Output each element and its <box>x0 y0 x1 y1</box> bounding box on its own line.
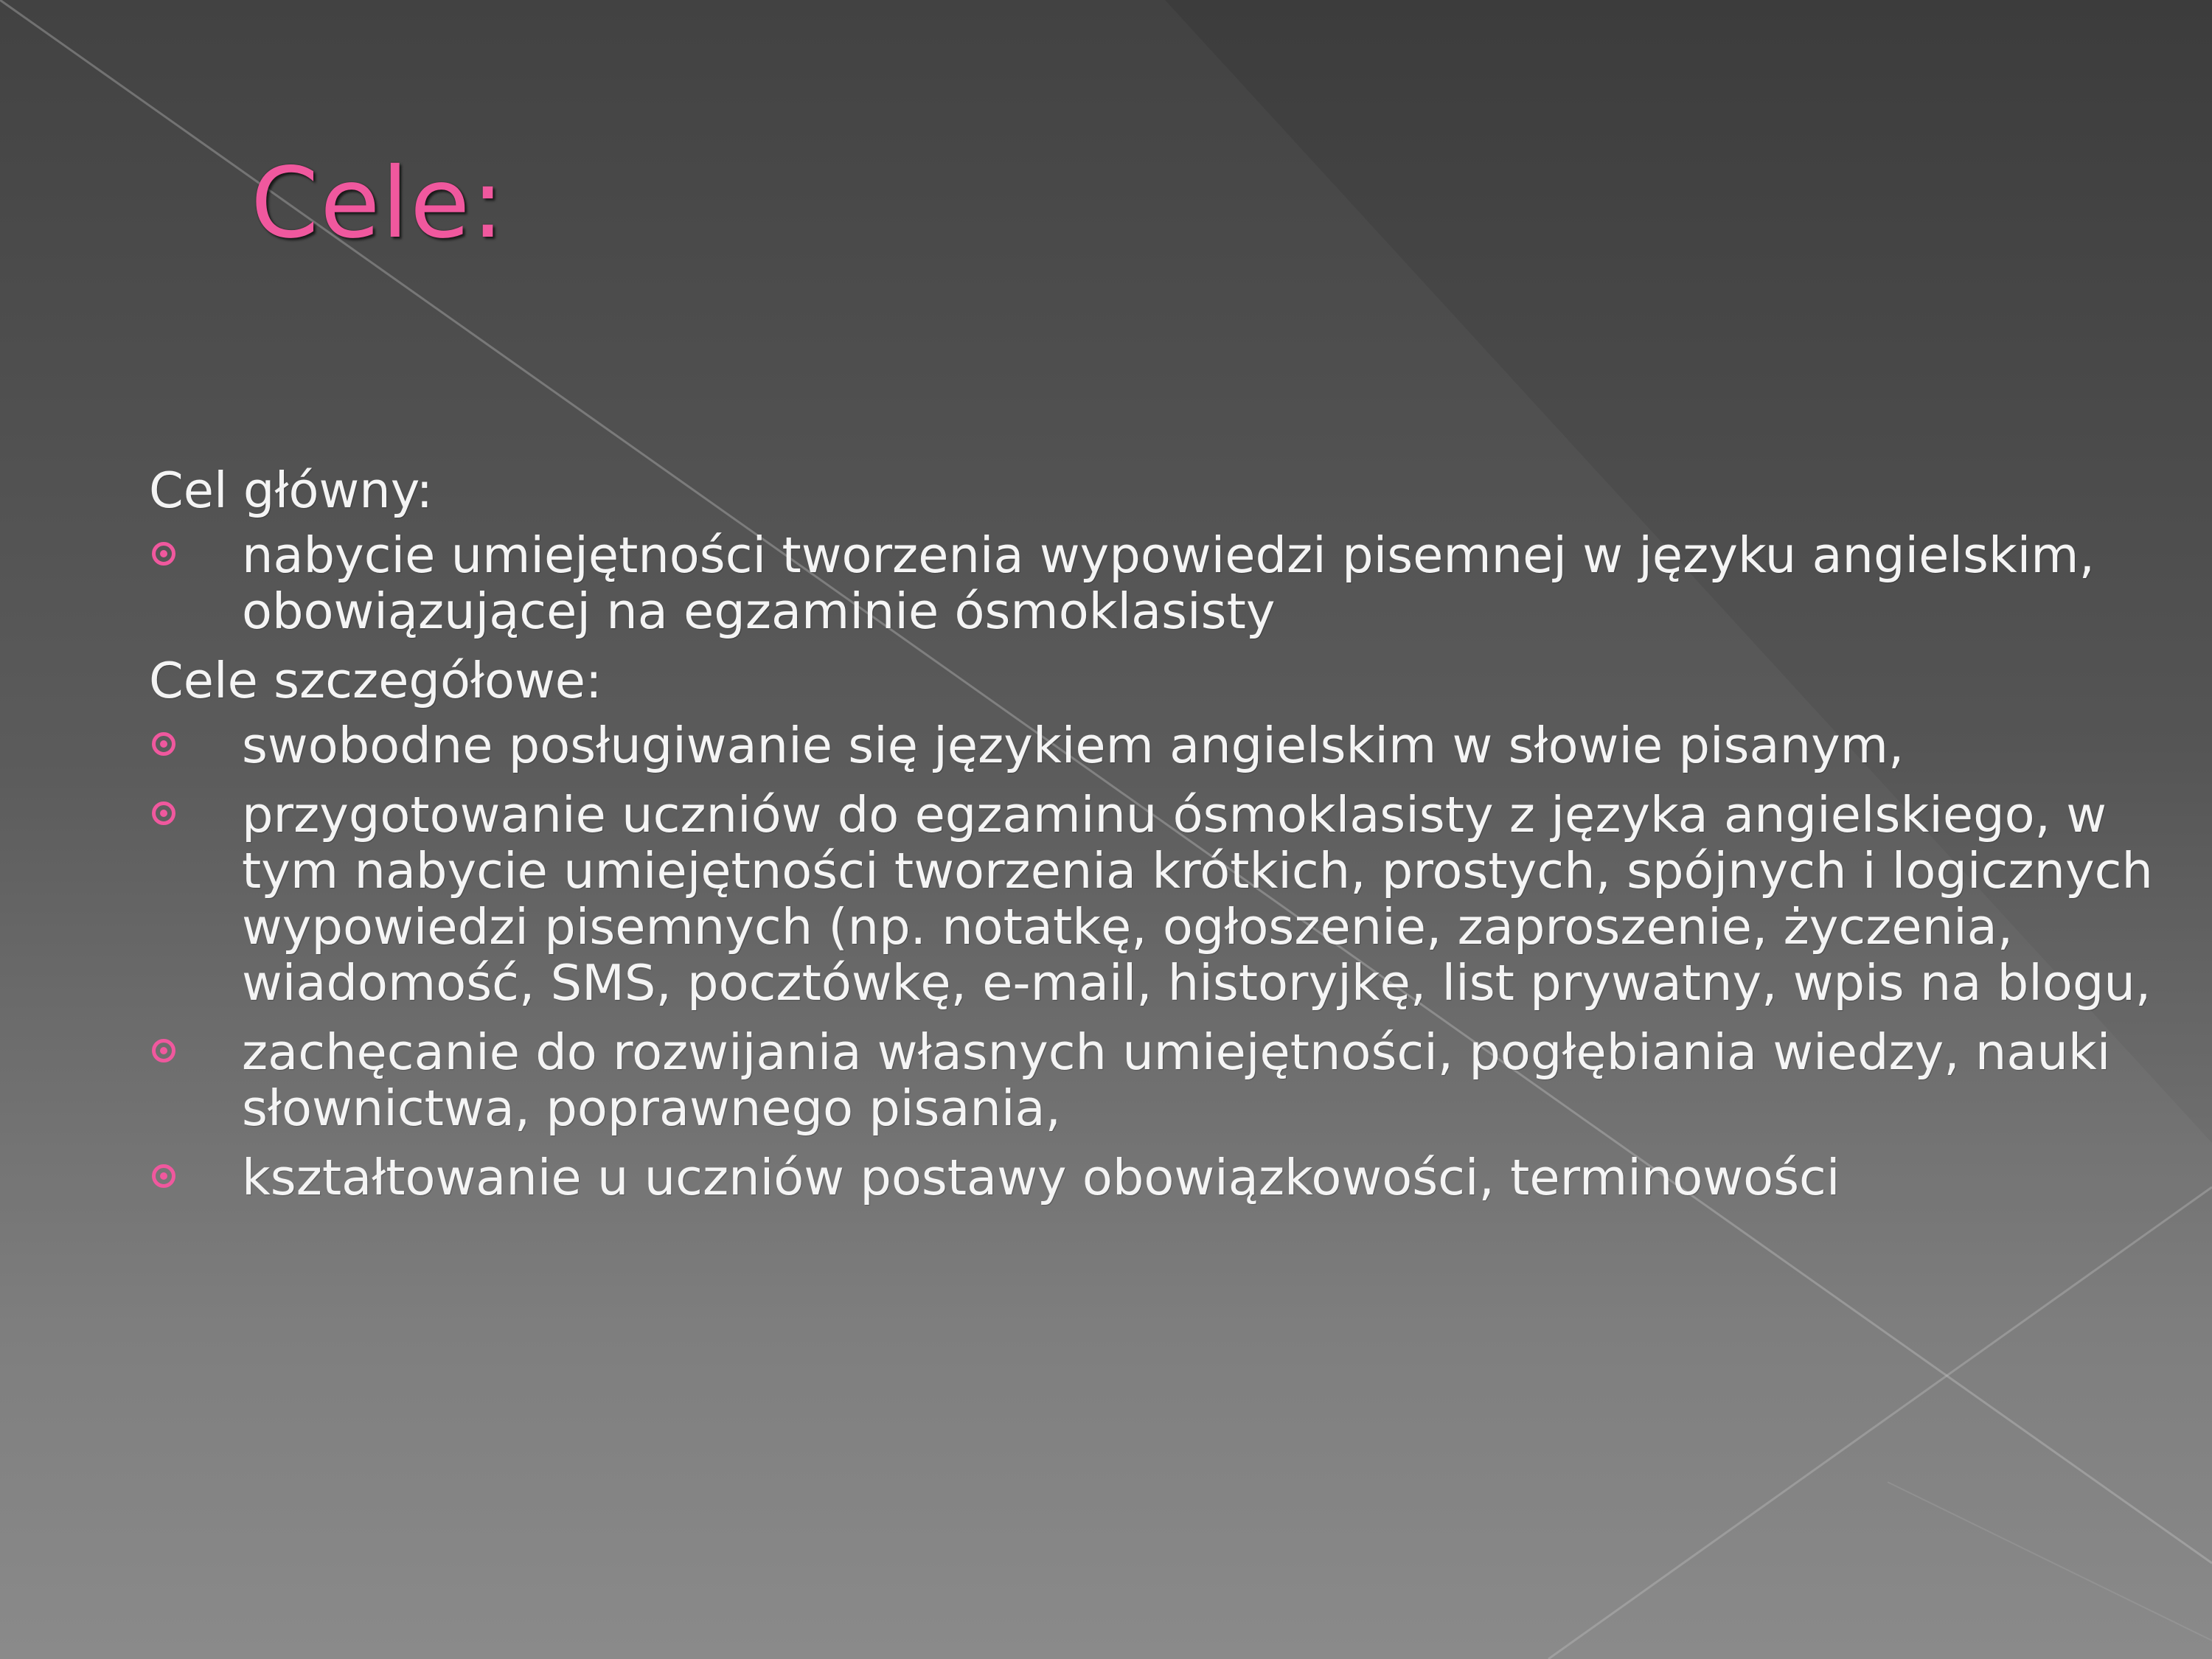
list-item <box>149 1024 2169 1136</box>
section-heading-specific-goals: Cele szczegółowe: <box>149 652 602 709</box>
pink-circle-dot-bullet-icon <box>152 542 175 566</box>
specific-goals-list <box>149 717 2169 1206</box>
list-item-text: przygotowanie uczniów do egzaminu ósmoklasisty z języka angielskiego, w tym nabycie umiejętności tworzenia krótkich, prostych, spójnych i logicznych wypowiedzi pisemnych (np. notatkę, ogłoszenie, zaproszenie, życzenia, wiadomość, SMS, pocztówkę, e-mail, historyjkę, list prywatny, wpis na blogu, <box>242 786 2153 1012</box>
pink-circle-dot-bullet-icon <box>152 732 175 756</box>
list-item-text: nabycie umiejętności tworzenia wypowiedzi pisemnej w języku angielskim, obowiązującej na egzaminie ósmoklasisty <box>242 526 2095 640</box>
list-item <box>149 787 2169 1011</box>
pink-circle-dot-bullet-icon <box>152 1039 175 1062</box>
pink-circle-dot-bullet-icon <box>152 801 175 825</box>
list-item <box>149 1150 2169 1206</box>
list-item-text: zachęcanie do rozwijania własnych umiejętności, pogłębiania wiedzy, nauki słownictwa, poprawnego pisania, <box>242 1023 2111 1137</box>
slide-content <box>149 462 2169 1219</box>
list-item-text: kształtowanie u uczniów postawy obowiązkowości, terminowości <box>242 1149 1840 1206</box>
slide-title: Cele: <box>251 147 506 260</box>
main-goal-list <box>149 527 2169 639</box>
list-item <box>149 717 2169 773</box>
list-item <box>149 527 2169 639</box>
pink-circle-dot-bullet-icon <box>152 1164 175 1188</box>
list-item-text: swobodne posługiwanie się językiem angielskim w słowie pisanym, <box>242 717 1905 774</box>
section-heading-main-goal: Cel główny: <box>149 462 434 519</box>
